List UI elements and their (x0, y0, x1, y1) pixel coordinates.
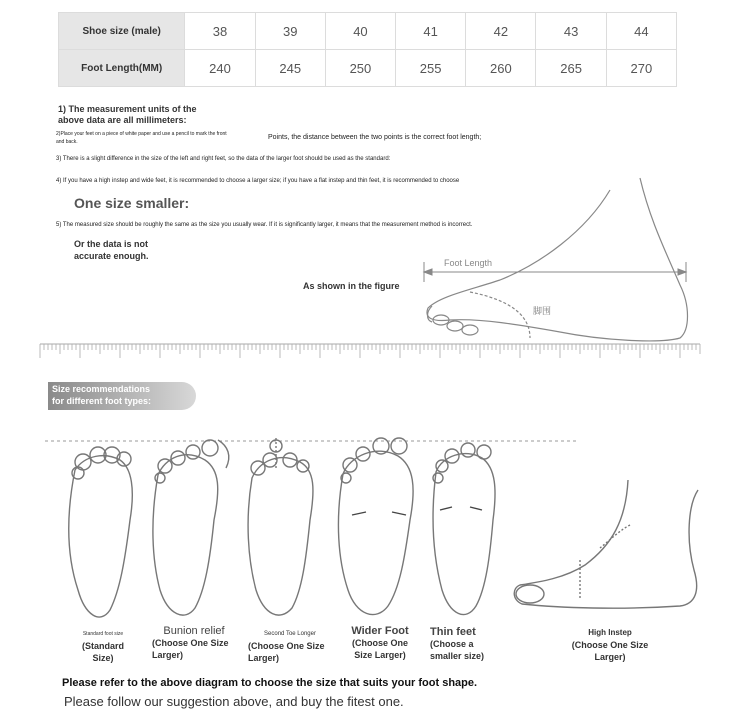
note-1-line2: above data are all millimeters: (58, 115, 187, 125)
note-4: 4) If you have a high instep and wide feet, it is recommended to choose a larger size; if you have a flat instep and thin feet, it is recommended to choose (56, 178, 460, 184)
table-cell: 38 (185, 13, 255, 50)
table-cell: 240 (185, 50, 255, 87)
ruler (40, 344, 700, 358)
table-cell: 44 (606, 13, 676, 50)
foot-label-line2: Size) (92, 653, 114, 663)
table-cell: 265 (536, 50, 606, 87)
foot-label-line1: (Standard (81, 641, 124, 651)
table-row-header: Foot Length(MM) (59, 50, 185, 87)
table-cell: 41 (396, 13, 466, 50)
thin-foot-icon (433, 443, 495, 615)
standard-foot-icon (69, 447, 132, 617)
table-cell: 255 (396, 50, 466, 87)
foot-label-title: Thin feet (430, 626, 476, 638)
shown-in-figure: As shown in the figure (303, 281, 400, 291)
table-cell: 260 (466, 50, 536, 87)
table-cell: 42 (466, 13, 536, 50)
note-3: 3) There is a slight difference in the size of the left and right feet, so the data of the larger foot should be used as the standard: (56, 156, 391, 162)
foot-label-title: Wider Foot (351, 625, 409, 637)
table-cell: 250 (325, 50, 395, 87)
high-instep-foot-icon (514, 480, 698, 608)
note-5: 5) The measured size should be roughly the same as the size you usually wear. If it is significantly larger, it means that the measurement method is incorrect. (56, 222, 473, 228)
table-cell: 270 (606, 50, 676, 87)
circumference-label: 脚围 (533, 306, 552, 316)
note-2-right: Points, the distance between the two points is the correct foot length; (268, 134, 482, 141)
note-5b-line1: Or the data is not (74, 239, 149, 249)
foot-label-line2: Larger) (152, 650, 184, 660)
note-1-line1: 1) The measurement units of the (58, 104, 197, 114)
foot-label-line2: Larger) (248, 653, 280, 663)
foot-label-wider (338, 625, 422, 661)
table-cell: 39 (255, 13, 325, 50)
foot-label-line2: smaller size) (430, 651, 485, 661)
table-cell: 245 (255, 50, 325, 87)
foot-label-title: Standard foot size (82, 631, 124, 637)
note-2-left-line2: and back. (56, 139, 78, 145)
section-heading-line2: for different foot types: (52, 396, 151, 406)
foot-label-high-instep (560, 627, 660, 663)
section-heading-line1: Size recommendations (52, 384, 151, 394)
foot-label-line2: Larger) (594, 652, 626, 662)
foot-label-line1: (Choose One (351, 638, 408, 648)
foot-label-line1: (Choose One Size (248, 641, 325, 651)
foot-label-second-toe (248, 628, 332, 664)
note-2-left-line1: 2)Place your feet on a piece of white paper and use a pencil to mark the front (56, 131, 227, 137)
note-5b-line2: accurate enough. (74, 251, 149, 261)
footer-suggestion: Please follow our suggestion above, and buy the fitest one. (64, 694, 404, 709)
second-toe-foot-icon (248, 438, 313, 615)
foot-label-line1: (Choose One Size (152, 638, 229, 648)
table-cell: 40 (325, 13, 395, 50)
foot-label-bunion (152, 625, 236, 661)
table-row-header: Shoe size (male) (59, 13, 185, 50)
foot-label-standard (66, 628, 140, 664)
note-4-emphasis: One size smaller: (74, 195, 190, 211)
foot-label-line1: (Choose One Size (571, 640, 649, 650)
section-heading (52, 383, 151, 407)
wider-foot-icon (338, 438, 413, 615)
footer-instruction: Please refer to the above diagram to choose the size that suits your foot shape. (62, 677, 478, 689)
bunion-foot-icon (153, 440, 229, 615)
foot-label-thin (430, 626, 514, 662)
foot-label-title: Second Toe Longer (264, 631, 316, 637)
foot-label-line1: (Choose a (430, 639, 474, 649)
foot-label-title: High Instep (588, 628, 632, 637)
foot-label-line2: Size Larger) (354, 650, 406, 660)
foot-label-title: Bunion relief (163, 625, 225, 637)
table-cell: 43 (536, 13, 606, 50)
foot-length-label: Foot Length (444, 258, 493, 268)
